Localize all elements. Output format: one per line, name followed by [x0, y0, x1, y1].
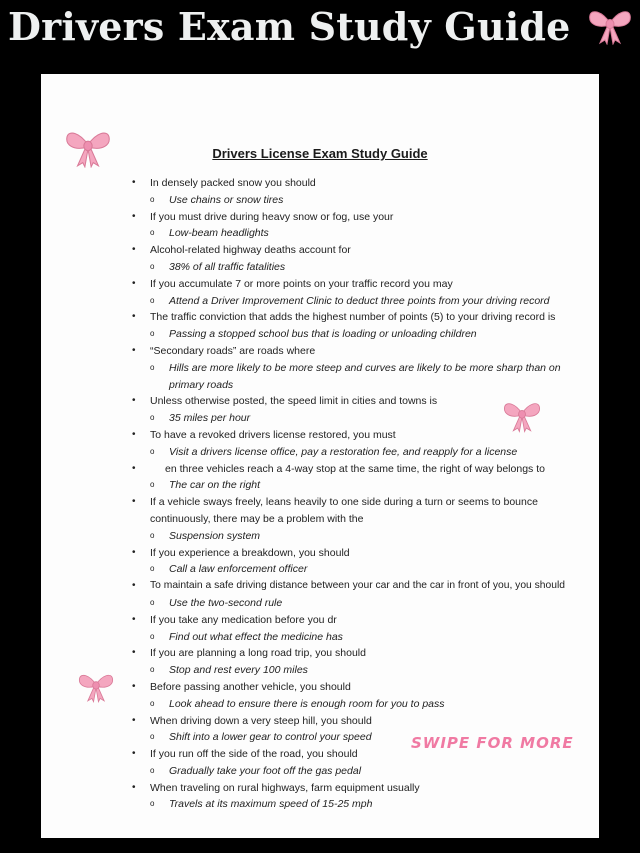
- answer: o Low-beam headlights: [41, 225, 599, 242]
- answer: o Call a law enforcement officer: [41, 561, 599, 578]
- question: • When driving down a very steep hill, you should: [41, 713, 599, 730]
- question: • To maintain a safe driving distance between your car and the car in front of you, you should: [41, 578, 599, 595]
- question: • Unless otherwise posted, the speed limit in cities and towns is: [41, 393, 599, 410]
- answer: o Travels at its maximum speed of 15-25 mph: [41, 796, 599, 813]
- question: • “Secondary roads” are roads where: [41, 343, 599, 360]
- question: • If you accumulate 7 or more points on your traffic record you may: [41, 276, 599, 293]
- answer: o Hills are more likely to be more steep and curves are likely to be more sharp than on primary roads: [41, 360, 599, 394]
- question: • If a vehicle sways freely, leans heavily to one side during a turn or seems to bounce continuously, there may be a problem with the: [41, 494, 599, 528]
- bow-icon: [588, 7, 632, 54]
- bow-icon: [65, 128, 111, 172]
- answer: o Use chains or snow tires: [41, 192, 599, 209]
- answer: o Passing a stopped school bus that is loading or unloading children: [41, 326, 599, 343]
- answer: o Visit a drivers license office, pay a restoration fee, and reapply for a license: [41, 444, 599, 461]
- bow-icon: [78, 671, 114, 707]
- page-title-text: Drivers Exam Study Guide: [8, 4, 571, 49]
- answer: o The car on the right: [41, 477, 599, 494]
- page-title: [0, 4, 640, 54]
- answer: o Gradually take your foot off the gas pedal: [41, 763, 599, 780]
- study-guide-page: [41, 74, 599, 838]
- question-list: [41, 175, 599, 813]
- question: • Before passing another vehicle, you should: [41, 679, 599, 696]
- answer: o Suspension system: [41, 528, 599, 545]
- swipe-for-more-label: SWIPE FOR MORE: [411, 734, 574, 752]
- question: • If you run off the side of the road, you should: [41, 746, 599, 763]
- question: • en three vehicles reach a 4-way stop at the same time, the right of way belongs to: [41, 461, 599, 478]
- answer: o Stop and rest every 100 miles: [41, 662, 599, 679]
- answer: o Look ahead to ensure there is enough room for you to pass: [41, 696, 599, 713]
- bow-icon: [503, 399, 541, 437]
- question: • If you must drive during heavy snow or fog, use your: [41, 209, 599, 226]
- answer: o Use the two-second rule: [41, 595, 599, 612]
- question: • Alcohol-related highway deaths account for: [41, 242, 599, 259]
- question: • If you experience a breakdown, you should: [41, 545, 599, 562]
- question: • The traffic conviction that adds the highest number of points (5) to your driving record is: [41, 309, 599, 326]
- answer: o Attend a Driver Improvement Clinic to deduct three points from your driving record: [41, 293, 599, 310]
- question: • To have a revoked drivers license restored, you must: [41, 427, 599, 444]
- answer: o Find out what effect the medicine has: [41, 629, 599, 646]
- question: • If you take any medication before you dr: [41, 612, 599, 629]
- answer: o Shift into a lower gear to control your speed: [41, 729, 599, 746]
- question: • In densely packed snow you should: [41, 175, 599, 192]
- answer: o 38% of all traffic fatalities: [41, 259, 599, 276]
- document-title: Drivers License Exam Study Guide: [212, 146, 428, 161]
- answer: o 35 miles per hour: [41, 410, 599, 427]
- question: • When traveling on rural highways, farm equipment usually: [41, 780, 599, 797]
- question: • If you are planning a long road trip, you should: [41, 645, 599, 662]
